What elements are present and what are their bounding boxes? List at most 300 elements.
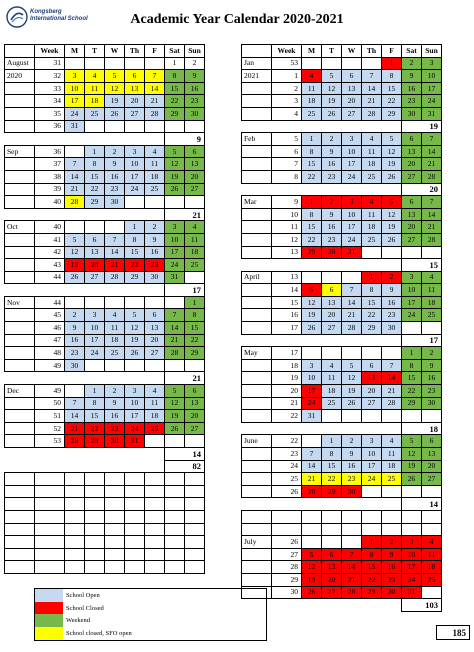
day-cell <box>382 347 402 360</box>
empty-cell <box>85 536 105 549</box>
day-cell: 26 <box>382 170 402 183</box>
month-label: May <box>242 347 272 360</box>
day-cell: 19 <box>402 460 422 473</box>
day-cell: 20 <box>185 170 205 183</box>
calendar-row <box>242 170 442 183</box>
day-cell: 12 <box>65 246 85 259</box>
empty-cell <box>422 510 442 523</box>
calendar-row <box>5 271 205 284</box>
month-label <box>5 82 35 95</box>
day-cell: 12 <box>302 561 322 574</box>
day-cell: 16 <box>105 410 125 423</box>
day-cell: 1 <box>362 271 382 284</box>
day-cell: 5 <box>322 70 342 83</box>
day-cell: 11 <box>145 158 165 171</box>
month-label <box>5 107 35 120</box>
day-cell: 26 <box>165 422 185 435</box>
week-number: 27 <box>272 548 302 561</box>
week-number: 12 <box>272 233 302 246</box>
day-cell: 21 <box>65 183 85 196</box>
day-cell: 31 <box>165 271 185 284</box>
calendar-row <box>242 284 442 297</box>
month-label <box>242 385 272 398</box>
week-number: 53 <box>35 435 65 448</box>
empty-cell <box>165 510 185 523</box>
day-cell: 24 <box>362 473 382 486</box>
day-cell: 4 <box>185 221 205 234</box>
day-cell: 11 <box>362 208 382 221</box>
day-cell: 7 <box>382 359 402 372</box>
calendar-row <box>5 95 205 108</box>
day-cell: 10 <box>65 82 85 95</box>
day-cell: 27 <box>185 422 205 435</box>
empty-cell <box>342 510 362 523</box>
month-label: 2021 <box>242 70 272 83</box>
day-cell <box>382 410 402 423</box>
day-cell: 7 <box>362 70 382 83</box>
empty-cell <box>422 523 442 536</box>
week-number: 13 <box>272 246 302 259</box>
day-cell: 12 <box>402 448 422 461</box>
empty-cell <box>302 510 322 523</box>
day-cell: 31 <box>302 410 322 423</box>
column-header: T <box>85 45 105 58</box>
day-cell: 9 <box>322 208 342 221</box>
day-cell: 28 <box>165 347 185 360</box>
calendar-table-left <box>4 44 205 574</box>
day-cell: 12 <box>165 397 185 410</box>
day-cell: 11 <box>422 284 442 297</box>
calendar-row <box>242 246 442 259</box>
month-label <box>5 196 35 209</box>
day-cell: 1 <box>125 221 145 234</box>
day-cell: 12 <box>105 82 125 95</box>
day-cell: 15 <box>362 296 382 309</box>
calendar-row <box>5 548 205 561</box>
empty-cell <box>165 536 185 549</box>
day-cell <box>362 347 382 360</box>
calendar-row <box>242 221 442 234</box>
day-cell: 29 <box>85 435 105 448</box>
week-number: 1 <box>272 70 302 83</box>
calendar-row <box>242 548 442 561</box>
month-total: 19 <box>402 120 442 133</box>
column-header: W <box>342 45 362 58</box>
empty-cell <box>145 510 165 523</box>
week-number: 9 <box>272 196 302 209</box>
day-cell: 22 <box>85 422 105 435</box>
day-cell: 21 <box>362 95 382 108</box>
month-label <box>5 397 35 410</box>
empty-cell <box>165 485 185 498</box>
week-number: 23 <box>272 448 302 461</box>
month-label <box>242 397 272 410</box>
calendar-row <box>242 145 442 158</box>
week-number: 2 <box>272 82 302 95</box>
day-cell: 4 <box>302 70 322 83</box>
empty-cell <box>35 498 65 511</box>
day-cell: 14 <box>342 296 362 309</box>
day-cell: 18 <box>362 158 382 171</box>
day-cell: 15 <box>382 82 402 95</box>
empty-cell <box>125 473 145 486</box>
empty-cell <box>145 498 165 511</box>
calendar-row <box>242 385 442 398</box>
day-cell: 9 <box>322 145 342 158</box>
day-cell: 26 <box>65 271 85 284</box>
day-cell: 25 <box>322 397 342 410</box>
day-cell: 26 <box>382 233 402 246</box>
empty-cell <box>185 561 205 574</box>
empty-cell <box>125 510 145 523</box>
week-number: 40 <box>35 221 65 234</box>
day-cell: 3 <box>342 196 362 209</box>
day-cell: 27 <box>125 107 145 120</box>
month-label: Jan <box>242 57 272 70</box>
day-cell: 20 <box>85 259 105 272</box>
page-title: Academic Year Calendar 2020-2021 <box>130 12 344 27</box>
month-label <box>242 359 272 372</box>
calendar-row <box>5 196 205 209</box>
week-number: 46 <box>35 322 65 335</box>
column-header: F <box>145 45 165 58</box>
month-label <box>5 271 35 284</box>
empty-cell <box>145 561 165 574</box>
day-cell: 12 <box>322 82 342 95</box>
day-cell: 30 <box>422 397 442 410</box>
day-cell: 16 <box>382 561 402 574</box>
calendar-row <box>242 372 442 385</box>
day-cell: 9 <box>65 322 85 335</box>
week-number: 26 <box>272 536 302 549</box>
day-cell: 13 <box>85 246 105 259</box>
day-cell: 13 <box>362 372 382 385</box>
column-header: W <box>105 45 125 58</box>
empty-cell <box>35 548 65 561</box>
day-cell: 1 <box>185 296 205 309</box>
day-cell: 28 <box>105 271 125 284</box>
day-cell: 5 <box>165 145 185 158</box>
day-cell: 28 <box>145 107 165 120</box>
calendar-row <box>5 410 205 423</box>
day-cell: 29 <box>322 485 342 498</box>
day-cell: 10 <box>302 372 322 385</box>
day-cell: 28 <box>422 233 442 246</box>
calendar-row <box>242 498 442 511</box>
empty-cell <box>145 548 165 561</box>
month-label: Nov <box>5 296 35 309</box>
day-cell: 22 <box>362 573 382 586</box>
calendar-row <box>242 334 442 347</box>
calendar-row <box>5 435 205 448</box>
empty-cell <box>85 485 105 498</box>
day-cell <box>145 120 165 133</box>
day-cell: 5 <box>165 385 185 398</box>
empty-cell <box>302 523 322 536</box>
week-number: 14 <box>272 284 302 297</box>
week-number: 8 <box>272 170 302 183</box>
day-cell: 3 <box>65 70 85 83</box>
day-cell: 2 <box>105 145 125 158</box>
day-cell: 14 <box>65 410 85 423</box>
calendar-row <box>5 57 205 70</box>
empty-cell <box>185 510 205 523</box>
legend <box>34 588 267 641</box>
empty-cell <box>272 523 302 536</box>
empty-cell <box>105 485 125 498</box>
day-cell <box>105 120 125 133</box>
empty-cell <box>185 473 205 486</box>
week-number: 18 <box>272 359 302 372</box>
day-cell <box>342 347 362 360</box>
month-total: 20 <box>402 183 442 196</box>
day-cell: 7 <box>145 70 165 83</box>
month-label <box>242 208 272 221</box>
day-cell: 26 <box>302 322 322 335</box>
day-cell: 2 <box>422 347 442 360</box>
day-cell: 21 <box>422 158 442 171</box>
calendar-row <box>242 57 442 70</box>
calendar-row <box>242 183 442 196</box>
day-cell: 21 <box>342 309 362 322</box>
day-cell: 29 <box>185 347 205 360</box>
empty-cell <box>105 548 125 561</box>
week-number: 36 <box>35 120 65 133</box>
legend-item <box>35 627 267 640</box>
calendar-row <box>5 158 205 171</box>
legend-swatch <box>35 614 64 627</box>
day-cell: 18 <box>145 170 165 183</box>
empty-cell <box>5 473 35 486</box>
day-cell: 26 <box>125 347 145 360</box>
week-number: 10 <box>272 208 302 221</box>
day-cell: 26 <box>402 473 422 486</box>
day-cell: 6 <box>422 435 442 448</box>
month-total: 21 <box>165 372 205 385</box>
day-cell: 14 <box>302 460 322 473</box>
week-number: 4 <box>272 107 302 120</box>
day-cell <box>85 221 105 234</box>
day-cell: 19 <box>125 334 145 347</box>
month-label: June <box>242 435 272 448</box>
calendar-table-right <box>241 44 442 612</box>
week-number: 17 <box>272 347 302 360</box>
day-cell: 24 <box>125 422 145 435</box>
empty-cell <box>185 548 205 561</box>
day-cell <box>165 296 185 309</box>
day-cell: 17 <box>342 221 362 234</box>
day-cell: 16 <box>382 296 402 309</box>
day-cell: 3 <box>402 271 422 284</box>
empty-cell <box>85 510 105 523</box>
day-cell: 16 <box>402 82 422 95</box>
grand-total-box <box>436 625 470 640</box>
day-cell <box>322 347 342 360</box>
week-number: 13 <box>272 271 302 284</box>
calendar-row <box>5 448 205 461</box>
day-cell: 14 <box>165 322 185 335</box>
day-cell: 27 <box>342 107 362 120</box>
calendar-row <box>5 183 205 196</box>
day-cell <box>65 145 85 158</box>
day-cell: 3 <box>85 309 105 322</box>
month-label <box>242 170 272 183</box>
month-header-cell <box>242 45 272 58</box>
calendar-row <box>5 296 205 309</box>
day-cell: 19 <box>322 95 342 108</box>
month-label: Dec <box>5 385 35 398</box>
empty-cell <box>5 498 35 511</box>
day-cell: 29 <box>302 246 322 259</box>
day-cell: 11 <box>322 372 342 385</box>
empty-cell <box>35 536 65 549</box>
day-cell: 16 <box>145 246 165 259</box>
day-cell <box>362 57 382 70</box>
day-cell <box>85 120 105 133</box>
empty-cell <box>85 548 105 561</box>
week-number: 49 <box>35 359 65 372</box>
column-header: Sat <box>402 45 422 58</box>
day-cell: 22 <box>382 95 402 108</box>
week-number: 48 <box>35 347 65 360</box>
day-cell: 9 <box>105 397 125 410</box>
day-cell <box>165 435 185 448</box>
calendar-row <box>242 347 442 360</box>
day-cell: 2 <box>105 385 125 398</box>
week-number: 43 <box>35 259 65 272</box>
day-cell <box>342 57 362 70</box>
day-cell <box>342 271 362 284</box>
month-label <box>242 322 272 335</box>
day-cell: 13 <box>322 561 342 574</box>
day-cell: 25 <box>145 422 165 435</box>
week-number: 20 <box>272 385 302 398</box>
day-cell: 24 <box>402 309 422 322</box>
day-cell: 10 <box>402 548 422 561</box>
calendar-row <box>242 536 442 549</box>
day-cell <box>402 322 422 335</box>
day-cell: 16 <box>322 158 342 171</box>
day-cell: 31 <box>125 435 145 448</box>
empty-cell <box>65 498 85 511</box>
calendar-row <box>242 196 442 209</box>
empty-cell <box>362 510 382 523</box>
month-label <box>242 561 272 574</box>
day-cell: 9 <box>105 158 125 171</box>
calendar-row <box>5 322 205 335</box>
week-number: 37 <box>35 158 65 171</box>
legend-label: School closed, SFO open <box>66 630 132 638</box>
month-label <box>242 82 272 95</box>
day-cell: 18 <box>322 385 342 398</box>
month-total: 21 <box>165 208 205 221</box>
day-cell: 6 <box>185 385 205 398</box>
day-cell: 23 <box>422 385 442 398</box>
legend-item <box>35 602 267 615</box>
empty-cell <box>185 536 205 549</box>
day-cell: 27 <box>185 183 205 196</box>
calendar-row <box>242 95 442 108</box>
day-cell: 12 <box>125 322 145 335</box>
day-cell: 3 <box>402 536 422 549</box>
month-label <box>242 448 272 461</box>
day-cell: 9 <box>402 70 422 83</box>
week-number: 36 <box>35 145 65 158</box>
empty-cell <box>272 510 302 523</box>
week-number: 52 <box>35 422 65 435</box>
day-cell: 30 <box>105 435 125 448</box>
day-cell: 18 <box>362 221 382 234</box>
empty-cell <box>185 498 205 511</box>
empty-cell <box>125 498 145 511</box>
day-cell: 23 <box>145 259 165 272</box>
day-cell: 3 <box>125 385 145 398</box>
day-cell: 20 <box>322 573 342 586</box>
day-cell: 18 <box>382 460 402 473</box>
month-label <box>5 435 35 448</box>
day-cell <box>65 57 85 70</box>
day-cell: 25 <box>422 309 442 322</box>
calendar-row <box>242 259 442 272</box>
day-cell: 1 <box>302 133 322 146</box>
day-cell <box>165 120 185 133</box>
day-cell: 23 <box>105 183 125 196</box>
week-number: 31 <box>35 57 65 70</box>
day-cell <box>125 196 145 209</box>
day-cell <box>145 359 165 372</box>
day-cell: 17 <box>165 246 185 259</box>
day-cell: 18 <box>105 334 125 347</box>
day-cell: 8 <box>322 448 342 461</box>
day-cell: 10 <box>342 208 362 221</box>
calendar-row <box>242 107 442 120</box>
day-cell: 27 <box>145 347 165 360</box>
day-cell: 6 <box>322 548 342 561</box>
calendar-row <box>242 599 442 612</box>
day-cell: 8 <box>402 359 422 372</box>
day-cell: 25 <box>105 347 125 360</box>
month-total: 82 <box>165 460 205 473</box>
day-cell: 13 <box>145 322 165 335</box>
day-cell: 2 <box>65 309 85 322</box>
empty-cell <box>125 561 145 574</box>
week-number: 51 <box>35 410 65 423</box>
day-cell: 21 <box>165 334 185 347</box>
day-cell: 25 <box>302 107 322 120</box>
day-cell: 7 <box>422 133 442 146</box>
calendar-row <box>242 133 442 146</box>
empty-cell <box>185 523 205 536</box>
day-cell: 22 <box>165 95 185 108</box>
day-cell: 23 <box>322 233 342 246</box>
calendar-row <box>242 271 442 284</box>
column-header: Th <box>125 45 145 58</box>
week-number: 44 <box>35 271 65 284</box>
day-cell: 15 <box>165 82 185 95</box>
week-number: 25 <box>272 473 302 486</box>
empty-cell <box>85 523 105 536</box>
week-number: 35 <box>35 107 65 120</box>
calendar-row <box>5 334 205 347</box>
day-cell: 6 <box>85 233 105 246</box>
month-label <box>242 221 272 234</box>
day-cell <box>105 296 125 309</box>
day-cell <box>105 359 125 372</box>
day-cell: 22 <box>302 170 322 183</box>
empty-cell <box>85 561 105 574</box>
month-label <box>5 170 35 183</box>
day-cell: 30 <box>105 196 125 209</box>
